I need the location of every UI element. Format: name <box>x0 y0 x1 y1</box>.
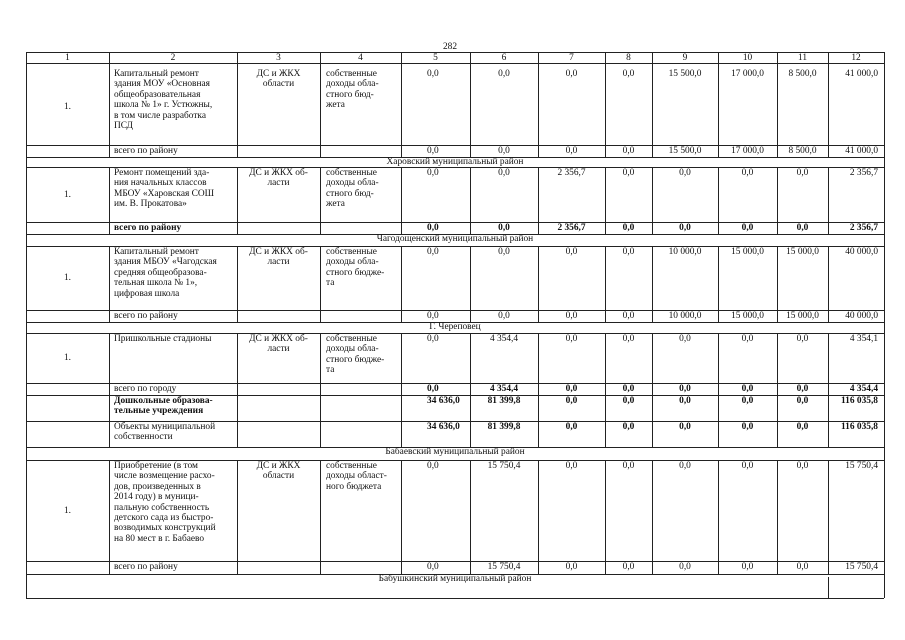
value-col-9: 0,0 <box>679 168 691 178</box>
table-rule <box>320 561 321 574</box>
value-col-10: 0,0 <box>741 223 754 233</box>
column-header-5: 5 <box>433 53 438 63</box>
table-rule <box>109 167 110 222</box>
table-rule <box>605 68 606 145</box>
table-rule <box>237 145 238 157</box>
header-column-rule <box>470 52 471 63</box>
executor: ДС и ЖКХ области <box>256 69 301 90</box>
value-col-11: 0,0 <box>796 334 809 344</box>
column-header-11: 11 <box>797 53 808 63</box>
value-col-10: 17 000,0 <box>731 146 764 156</box>
table-rule <box>109 383 110 395</box>
value-col-10: 0,0 <box>741 461 754 471</box>
value-col-7: 2 356,7 <box>557 168 586 178</box>
value-col-9: 0,0 <box>679 562 691 572</box>
value-col-5: 0,0 <box>427 146 439 156</box>
column-header-12: 12 <box>851 53 861 63</box>
table-rule <box>320 222 321 234</box>
value-col-5: 0,0 <box>427 334 439 344</box>
value-col-8: 0,0 <box>622 384 635 394</box>
table-rule <box>109 246 110 310</box>
header-column-rule <box>109 52 110 63</box>
header-column-rule <box>320 52 321 63</box>
value-col-10: 0,0 <box>741 334 754 344</box>
header-column-rule <box>777 52 778 63</box>
value-col-8: 0,0 <box>622 223 635 233</box>
value-col-7: 0,0 <box>565 146 578 156</box>
table-rule <box>237 561 238 574</box>
total-label: Объекты муниципальной собственности <box>114 422 216 443</box>
table-rule <box>401 68 402 145</box>
table-rule <box>320 395 321 421</box>
table-rule <box>320 383 321 395</box>
value-col-11: 0,0 <box>796 422 809 432</box>
table-rule <box>828 68 829 145</box>
header-column-rule <box>718 52 719 63</box>
value-col-5: 0,0 <box>427 461 439 471</box>
table-rule <box>237 421 238 447</box>
table-rule <box>320 333 321 383</box>
funding-source: собственные доходы област- ного бюджета <box>326 461 387 492</box>
table-rule <box>777 68 778 145</box>
value-col-6: 0,0 <box>498 146 510 156</box>
table-rule <box>828 460 829 561</box>
value-col-8: 0,0 <box>622 422 635 432</box>
table-rule <box>828 577 829 598</box>
table-rule <box>401 561 402 574</box>
value-col-11: 0,0 <box>796 168 809 178</box>
value-col-11: 8 500,0 <box>788 146 817 156</box>
value-col-7: 0,0 <box>565 461 578 471</box>
header-column-rule <box>538 52 539 63</box>
value-col-5: 0,0 <box>427 247 439 257</box>
table-rule <box>109 460 110 561</box>
value-col-6: 0,0 <box>498 311 510 321</box>
value-col-8: 0,0 <box>622 461 635 471</box>
table-rule <box>401 333 402 383</box>
section-title: Харовский муниципальный район <box>386 157 524 167</box>
table-right-border <box>884 52 885 598</box>
table-rule <box>109 310 110 322</box>
table-rule <box>401 246 402 310</box>
value-col-7: 0,0 <box>565 384 578 394</box>
table-rule <box>401 421 402 447</box>
value-col-8: 0,0 <box>622 247 635 257</box>
row-number: 1. <box>63 505 72 516</box>
page-number: 282 <box>442 42 458 52</box>
header-column-rule <box>605 52 606 63</box>
value-col-10: 15 000,0 <box>731 311 764 321</box>
column-header-8: 8 <box>626 53 631 63</box>
object-name: Ремонт помещений зда- ния начальных классов МБОУ «Харовская СОШ им. В. Прокатова» <box>114 168 215 210</box>
value-col-9: 0,0 <box>679 396 691 406</box>
value-col-6: 0,0 <box>498 247 510 257</box>
value-col-11: 0,0 <box>796 384 809 394</box>
table-rule <box>401 383 402 395</box>
table-rule <box>718 460 719 561</box>
table-rule <box>109 561 110 574</box>
value-col-8: 0,0 <box>622 334 635 344</box>
column-header-10: 10 <box>742 53 753 63</box>
value-col-12: 4 354,1 <box>849 334 878 344</box>
table-rule <box>320 421 321 447</box>
table-rule <box>538 460 539 561</box>
value-col-9: 0,0 <box>679 334 691 344</box>
table-rule <box>109 222 110 234</box>
object-name: Капитальный ремонт здания МОУ «Основная общеобразовательная школа № 1» г. Устюжны, в том числе разработка ПСД <box>114 69 213 132</box>
value-col-9: 15 500,0 <box>668 146 702 156</box>
value-col-7: 0,0 <box>565 396 578 406</box>
row-number: 1. <box>63 353 72 363</box>
table-rule <box>470 68 471 145</box>
section-title: Бабушкинский муниципальный район <box>378 574 532 584</box>
object-name: Приобретение (в том числе возмещение расхо- дов, произведенных в 2014 году) в муници- пальную собственность детского сада из быстро- возводимых конструкций на 80 мест в г. Бабаево <box>114 461 216 544</box>
executor: ДС и ЖКХ области <box>256 461 301 482</box>
column-header-1: 1 <box>65 53 70 63</box>
value-col-10: 0,0 <box>741 562 754 572</box>
value-col-7: 0,0 <box>565 247 578 257</box>
table-rule <box>320 68 321 145</box>
value-col-12: 41 000,0 <box>845 69 878 79</box>
column-header-2: 2 <box>170 53 176 63</box>
column-header-6: 6 <box>501 53 507 63</box>
value-col-5: 0,0 <box>427 384 439 394</box>
value-col-8: 0,0 <box>622 311 635 321</box>
funding-source: собственные доходы обла- стного бюдже- та <box>326 334 385 376</box>
table-rule <box>718 68 719 145</box>
value-col-7: 0,0 <box>565 334 578 344</box>
value-col-7: 2 356,7 <box>557 223 586 233</box>
value-col-6: 4 354,4 <box>489 334 519 344</box>
header-column-rule <box>652 52 653 63</box>
value-col-6: 15 750,4 <box>487 562 521 572</box>
value-col-12: 15 750,4 <box>845 562 878 572</box>
value-col-8: 0,0 <box>622 168 635 178</box>
table-rule <box>401 310 402 322</box>
value-col-7: 0,0 <box>565 422 578 432</box>
value-col-8: 0,0 <box>622 146 635 156</box>
table-rule <box>320 246 321 310</box>
value-col-12: 2 356,7 <box>849 223 878 233</box>
value-col-7: 0,0 <box>565 69 578 79</box>
table-rule <box>109 395 110 421</box>
table-rule <box>237 383 238 395</box>
value-col-5: 0,0 <box>427 311 439 321</box>
value-col-10: 0,0 <box>741 384 754 394</box>
value-col-6: 0,0 <box>498 168 510 178</box>
value-col-12: 116 035,8 <box>841 422 878 432</box>
table-rule <box>320 145 321 157</box>
value-col-6: 81 399,8 <box>487 422 521 432</box>
value-col-8: 0,0 <box>622 69 635 79</box>
header-column-rule <box>401 52 402 63</box>
value-col-8: 0,0 <box>622 562 635 572</box>
table-rule <box>777 460 778 561</box>
table-rule <box>470 460 471 561</box>
value-col-7: 0,0 <box>565 562 578 572</box>
table-rule <box>320 460 321 561</box>
table-rule <box>401 460 402 561</box>
value-col-12: 41 000,0 <box>845 146 878 156</box>
table-rule <box>401 222 402 234</box>
value-col-9: 0,0 <box>679 384 691 394</box>
table-rule <box>652 460 653 561</box>
table-rule <box>109 333 110 383</box>
value-col-9: 10 000,0 <box>668 311 702 321</box>
executor: ДС и ЖКХ об- ласти <box>249 247 308 268</box>
column-header-7: 7 <box>569 53 574 63</box>
value-col-6: 0,0 <box>498 69 510 79</box>
section-title: Чагодощенский муниципальный район <box>376 234 534 244</box>
total-label: всего по району <box>114 146 178 156</box>
table-rule <box>237 395 238 421</box>
total-label: всего по району <box>114 223 182 233</box>
table-rule <box>401 395 402 421</box>
value-col-10: 17 000,0 <box>731 69 764 79</box>
table-rule <box>237 310 238 322</box>
value-col-6: 15 750,4 <box>487 461 521 471</box>
column-header-4: 4 <box>358 53 363 63</box>
executor: ДС и ЖКХ об- ласти <box>249 168 308 189</box>
table-rule <box>320 310 321 322</box>
value-col-9: 0,0 <box>679 422 691 432</box>
table-rule <box>237 222 238 234</box>
value-col-5: 0,0 <box>427 69 439 79</box>
value-col-5: 34 636,0 <box>427 422 460 432</box>
value-col-6: 4 354,4 <box>489 384 519 394</box>
column-header-9: 9 <box>682 53 688 63</box>
total-label: Дошкольные образова- тельные учреждения <box>114 396 213 417</box>
table-rule <box>109 145 110 157</box>
value-col-6: 81 399,8 <box>487 396 521 406</box>
table-rule <box>401 167 402 222</box>
object-name: Пришкольные стадионы <box>114 334 212 344</box>
value-col-12: 2 356,7 <box>849 168 878 178</box>
executor: ДС и ЖКХ об- ласти <box>249 334 308 355</box>
table-rule <box>401 145 402 157</box>
value-col-11: 0,0 <box>796 396 809 406</box>
value-col-11: 15 000,0 <box>786 311 819 321</box>
value-col-5: 0,0 <box>427 223 439 233</box>
value-col-11: 0,0 <box>796 562 809 572</box>
table-rule <box>605 460 606 561</box>
value-col-10: 15 000,0 <box>731 247 764 257</box>
column-header-3: 3 <box>276 53 281 63</box>
table-rule <box>320 167 321 222</box>
funding-source: собственные доходы обла- стного бюд- жета <box>326 69 379 111</box>
total-label: всего по району <box>114 562 178 572</box>
total-label: всего по городу <box>114 384 177 394</box>
value-col-10: 0,0 <box>741 168 754 178</box>
row-number: 1. <box>63 273 72 283</box>
funding-source: собственные доходы обла- стного бюд- жета <box>326 168 379 210</box>
value-col-9: 15 500,0 <box>668 69 702 79</box>
row-number: 1. <box>63 189 72 200</box>
header-column-rule <box>237 52 238 63</box>
header-column-rule <box>828 52 829 63</box>
value-col-6: 0,0 <box>498 223 510 233</box>
value-col-11: 8 500,0 <box>788 69 817 79</box>
value-col-9: 0,0 <box>679 223 691 233</box>
value-col-9: 0,0 <box>679 461 691 471</box>
funding-source: собственные доходы обла- стного бюдже- та <box>326 247 385 289</box>
value-col-7: 0,0 <box>565 311 578 321</box>
table-rule <box>109 68 110 145</box>
value-col-11: 15 000,0 <box>786 247 819 257</box>
table-rule <box>109 421 110 447</box>
value-col-12: 40 000,0 <box>845 311 878 321</box>
section-title: Бабаевский муниципальный район <box>385 447 525 457</box>
table-bottom-rule <box>26 598 884 599</box>
value-col-8: 0,0 <box>622 396 635 406</box>
value-col-12: 116 035,8 <box>841 396 878 406</box>
value-col-12: 15 750,4 <box>845 461 878 471</box>
table-rule <box>538 68 539 145</box>
value-col-5: 34 636,0 <box>427 396 460 406</box>
object-name: Капитальный ремонт здания МБОУ «Чагодская средняя общеобразова- тельная школа № 1», цифровая школа <box>114 247 217 299</box>
value-col-12: 4 354,4 <box>849 384 878 394</box>
value-col-12: 40 000,0 <box>845 247 878 257</box>
section-title: Г. Череповец <box>429 322 481 332</box>
value-col-11: 0,0 <box>796 223 809 233</box>
value-col-9: 10 000,0 <box>668 247 702 257</box>
total-label: всего по району <box>114 311 178 321</box>
value-col-10: 0,0 <box>741 396 754 406</box>
row-number: 1. <box>63 101 72 112</box>
value-col-5: 0,0 <box>427 168 439 178</box>
value-col-11: 0,0 <box>796 461 809 471</box>
value-col-5: 0,0 <box>427 562 439 572</box>
value-col-10: 0,0 <box>741 422 754 432</box>
table-rule <box>652 68 653 145</box>
